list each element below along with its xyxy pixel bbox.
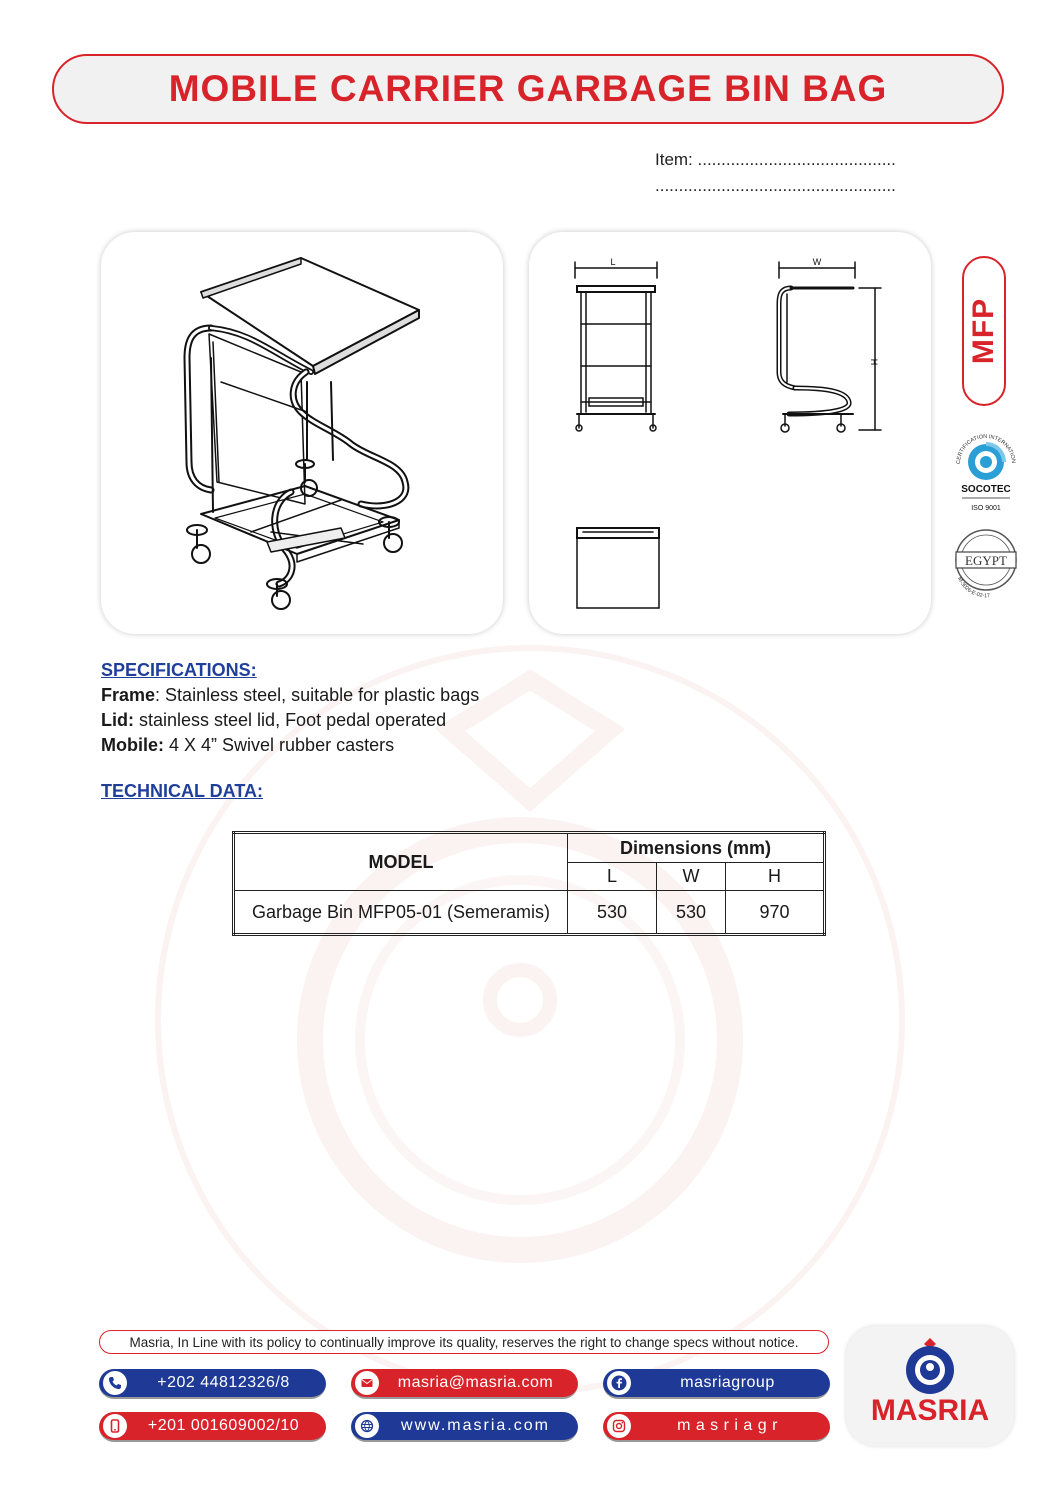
technical-data-table [232, 831, 826, 936]
phone-number-1: +202 44812326/8 [157, 1374, 290, 1391]
front-view [575, 257, 657, 431]
masria-logo-icon [900, 1336, 960, 1396]
category-badge-text: MFP [967, 297, 1001, 365]
side-view [779, 257, 881, 432]
globe-icon [355, 1414, 379, 1438]
spec-lid: Lid: stainless steel lid, Foot pedal operated [101, 710, 447, 730]
phone-icon [103, 1371, 127, 1395]
table-row [234, 891, 825, 935]
dimension-label-h: H [869, 358, 879, 366]
email-pill[interactable] [351, 1369, 578, 1399]
category-badge [962, 256, 1006, 406]
cell-model: Garbage Bin MFP05-01 (Semeramis) [234, 891, 568, 935]
phone-pill-2[interactable] [99, 1412, 326, 1442]
facebook-handle: masriagroup [680, 1374, 775, 1391]
bin-isometric-drawing [101, 232, 503, 634]
cell-l: 530 [568, 891, 657, 935]
socotec-name: SOCOTEC [961, 484, 1011, 495]
facebook-icon [607, 1371, 631, 1395]
email-address: masria@masria.com [397, 1374, 554, 1391]
phone-pill-1[interactable] [99, 1369, 326, 1399]
cell-h: 970 [726, 891, 825, 935]
email-icon [355, 1371, 379, 1395]
instagram-handle: m a s r i a g r [677, 1417, 778, 1434]
instagram-pill[interactable] [603, 1412, 830, 1442]
mobile-phone-icon [103, 1414, 127, 1438]
dimension-label-l: L [610, 257, 616, 267]
title-banner [52, 54, 1004, 124]
socotec-ring-text: CERTIFICATION INTERNATION [955, 433, 1017, 465]
column-header-w: W [657, 863, 726, 891]
egypt-seal-code: M-3026-E-02-17 [956, 576, 991, 598]
website-pill[interactable] [351, 1412, 578, 1442]
iso-label: ISO 9001 [971, 505, 1001, 512]
item-line-1: Item: .......................................... [655, 150, 896, 169]
bin-orthographic-drawing [529, 232, 931, 634]
specifications-heading: SPECIFICATIONS: [101, 660, 257, 680]
column-header-model: MODEL [234, 833, 568, 891]
column-header-l: L [568, 863, 657, 891]
phone-number-2: +201 001609002/10 [147, 1417, 300, 1434]
dimension-drawing-panel [529, 232, 931, 634]
facebook-pill[interactable] [603, 1369, 830, 1399]
technical-data-heading: TECHNICAL DATA: [101, 781, 263, 801]
website-address: www.masria.com [401, 1417, 550, 1434]
column-header-dimensions: Dimensions (mm) [568, 833, 825, 863]
footer-notice: Masria, In Line with its policy to continually improve its quality, reserves the right to change specs without notice. [99, 1330, 829, 1354]
page-title: MOBILE CARRIER GARBAGE BIN BAG [168, 68, 888, 109]
cell-w: 530 [657, 891, 726, 935]
product-image-panel [101, 232, 503, 634]
brand-name: MASRIA [870, 1394, 990, 1427]
instagram-icon [607, 1414, 631, 1438]
brand-logo [846, 1326, 1014, 1446]
spec-frame: Frame: Stainless steel, suitable for plastic bags [101, 685, 480, 705]
egypt-seal-text: EGYPT [965, 553, 1007, 568]
column-header-h: H [726, 863, 825, 891]
egypt-certification-seal [946, 528, 1026, 598]
dimension-label-w: W [812, 257, 822, 267]
socotec-certification-seal [946, 424, 1026, 518]
item-line-2: ................................................... [655, 176, 896, 195]
spec-mobile: Mobile: 4 X 4” Swivel rubber casters [101, 735, 395, 755]
top-view [577, 528, 659, 608]
